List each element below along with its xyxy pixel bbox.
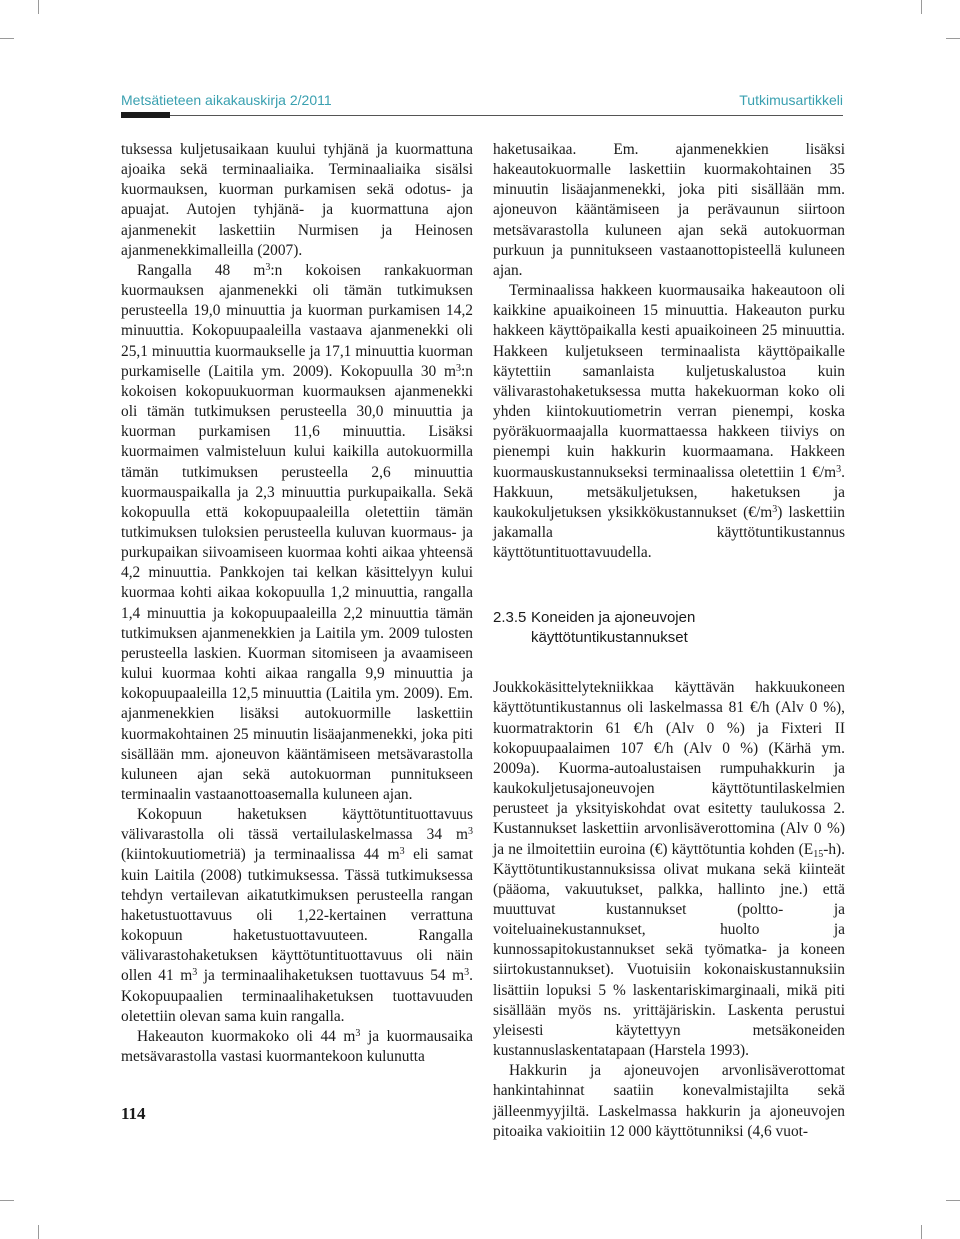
section-heading <box>493 608 845 648</box>
page-number: 114 <box>121 1104 146 1123</box>
paragraph: tuksessa kuljetusaikaan kuului tyhjänä ja kuormattuna ajoaika sekä terminaaliaika. Terminaaliaika sisälsi kuormauksen, kuorman purkamisen sekä odotus- ja apuajat. Autojen tyhjänä- ja kuormattuna ajon ajanmenekit laskettiin Nurmisen ja Heinosen ajanmenekkimalleilla (2007). <box>121 141 473 259</box>
crop-mark <box>0 38 14 39</box>
section-title: Koneiden ja ajoneuvojen käyttötuntikustannukset <box>531 609 696 647</box>
article-type: Tutkimusartikkeli <box>739 92 843 108</box>
paragraph: Rangalla 48 $m^3:n$ kokoisen rankakuorman kuormauksen ajanmenekki oli tämän tutkimuksen perusteella 19,0 minuuttia ja kuorman purkamisen 14,2 minuuttia. Kokopuupaaleilla vastaava ajanmenekki oli 25,1 minuuttia kuormaukselle ja 17,1 minuuttia kuorman purkamiselle (Laitila ym. 2009). Kokopuulla 30 $m^3:n$ kokoisen kokopuukuorman kuormauksen ajanmenekki oli tämän tutkimuksen perusteella 30,0 minuuttia ja kuorman purkamisen 11,6 minuuttia. Lisäksi kuormaimen valmisteluun kului kaikilla autokuormilla tämän tutkimuksen perusteella 2,6 minuuttia kuormauspaikalla ja 2,3 minuuttia purkupaikalla. Sekä kokopuulla että kokopuupaaleilla oletettiin tämän tutkimuksen tuloksien perusteella kuluvan kuormaus- ja purkupaikan siivoamiseen kuormaa kohti aikaa yhteensä 4,2 minuuttia. Pankkojen tai kelkan käsittelyyn kului kuormaa kohti aikaa kokopuulla 1,2 minuuttia, rangalla 1,4 minuuttia ja kokopuupaaleilla 2,2 minuuttia tämän tutkimuksen ajanmenekkien ja Laitila ym. 2009 tulosten perusteella laskien. Kuorman sitomiseen ja avaamiseen kului kuormaa kohti aikaa rangalla 9,9 minuuttia ja kokopuupaaleilla 12,5 minuuttia (Laitila ym. 2009). Em. ajanmenekkien lisäksi autokuormille laskettiin kuormakohtainen 25 minuutin lisäajanmenekki, joka piti sisällään mm. ajoneuvon kääntämiseen metsävarastolla kuluneen ajan sekä autokuorman punnitukseen terminaalin vastaanottoasemalla kuluneen ajan. <box>121 261 473 803</box>
crop-mark <box>38 1225 39 1239</box>
paragraph: Hakkurin ja ajoneuvojen arvonlisäverottomat hankintahinnat saatiin konevalmistajilta sekä jälleenmyyjiltä. Laskelmassa hakkurin ja ajoneuvojen pitoaika vakioitiin 12 000 käyttötunniksi (4,6 vuot- <box>493 1062 845 1140</box>
header-tab-marker <box>121 112 170 118</box>
crop-mark <box>921 0 922 14</box>
crop-mark <box>946 38 960 39</box>
paragraph: haketusaikaa. Em. ajanmenekkien lisäksi hakeautokuormalle laskettiin kuormakohtainen 35 minuutin lisäajanmenekki, joka piti sisällään mm. ajoneuvon kääntämiseen ja perävaunun siirtoon metsävarastolla kuluneen ajan sekä autokuorman purkuun ja punnitukseen vastaanottopisteellä kuluneen ajan. <box>493 141 845 279</box>
right-column <box>493 140 845 1142</box>
left-column <box>121 140 473 1067</box>
crop-mark <box>946 1200 960 1201</box>
running-header <box>121 90 843 112</box>
crop-mark <box>0 1200 14 1201</box>
crop-mark <box>38 0 39 14</box>
paragraph: Joukkokäsittelytekniikkaa käyttävän hakkuukoneen käyttötuntikustannus oli laskelmassa 81 €/h (Alv 0 %), kuormatraktorin 61 €/h (Alv 0 %) ja Fixteri II kokopuupaalaimen 107 €/h (Alv 0 %) (Kärhä ym. 2009a). Kuorma-autoalustaisen rumpuhakkurin ja kaukokuljetusajoneuvojen käyttötuntilaskelmien perusteet ja yksityiskohdat ovat esitetty taulukossa 2. Kustannukset laskettiin arvonlisäverottomina (Alv 0 %) ja ne ilmoitettiin euroina (€) käyttötuntia kohden $(E_{15}-h)$. Käyttötuntikustannuksissa olivat mukana sekä kiinteät (pääoma, vakuutukset, palkka, hallinto jne.) että muuttuvat kustannukset (poltto- ja voiteluainekustannukset, huolto ja kunnossapitokustannukset sekä työmatka- ja koneen siirtokustannukset). Vuotuisiin kokonaiskustannuksiin lisättiin lopuksi 5 % laskentariskimarginaali, mikä piti sisällään myös ns. yrittäjäriskin. Laskenta perustui yleisesti käytettyyn metsäkoneiden kustannuslaskentatapaan (Harstela 1993). <box>493 679 845 1060</box>
journal-title: Metsätieteen aikakauskirja 2/2011 <box>121 92 332 108</box>
header-rule <box>121 115 843 116</box>
paragraph: Kokopuun haketuksen käyttötuntituottavuus välivarastolla oli tässä vertailulaskelmassa 34 $m^3$ (kiintokuutiometriä) ja terminaalissa 44 $m^3$ eli samat kuin Laitila (2008) tutkimuksessa. Tässä tutkimuksessa tehdyn vertailevan aikatutkimuksen perusteella rangan haketustuottavuus oli 1,22-kertainen verrattuna kokopuun haketustuottavuuteen. Rangalla välivarastohaketuksen käyttötuntituottavuus oli näin ollen 41 $m^3$ ja terminaalihaketuksen tuottavuus 54 $m^3$. Kokopuupaalien terminaalihaketuksen tuottavuuden oletettiin olevan sama kuin rangalla. <box>121 806 473 1025</box>
paragraph: Terminaalissa hakkeen kuormausaika hakeautoon oli kaikkine apuaikoineen 15 minuuttia. Hakeauton purku hakkeen käyttöpaikalla kesti apuaikoineen 25 minuuttia. Hakkeen kuljetukseen terminaalista käyttöpaikalle käytettiin samanlaista kuljetuskalustoa kuin välivarastohaketuksessa mutta hakekuorman koko oli yhden kiintokuutiometrin verran pienempi, koska pyöräkuormaajalla kuormattaessa hakkeen tiiviys on pienempi kuin hakkurin kuormaamana. Hakkeen kuormauskustannukseksi terminaalissa oletettiin 1 $€/m^3$. Hakkuun, metsäkuljetuksen, haketuksen ja kaukokuljetuksen yksikkökustannukset $(€/m^3)$ laskettiin jakamalla käyttötuntikustannus käyttötuntituottavuudella. <box>493 282 845 562</box>
crop-mark <box>921 1225 922 1239</box>
section-number: 2.3.5 <box>493 609 527 627</box>
paragraph: Hakeauton kuormakoko oli 44 $m^3$ ja kuormausaika metsävarastolla vastasi kuormantekoon kulunutta <box>121 1027 473 1066</box>
